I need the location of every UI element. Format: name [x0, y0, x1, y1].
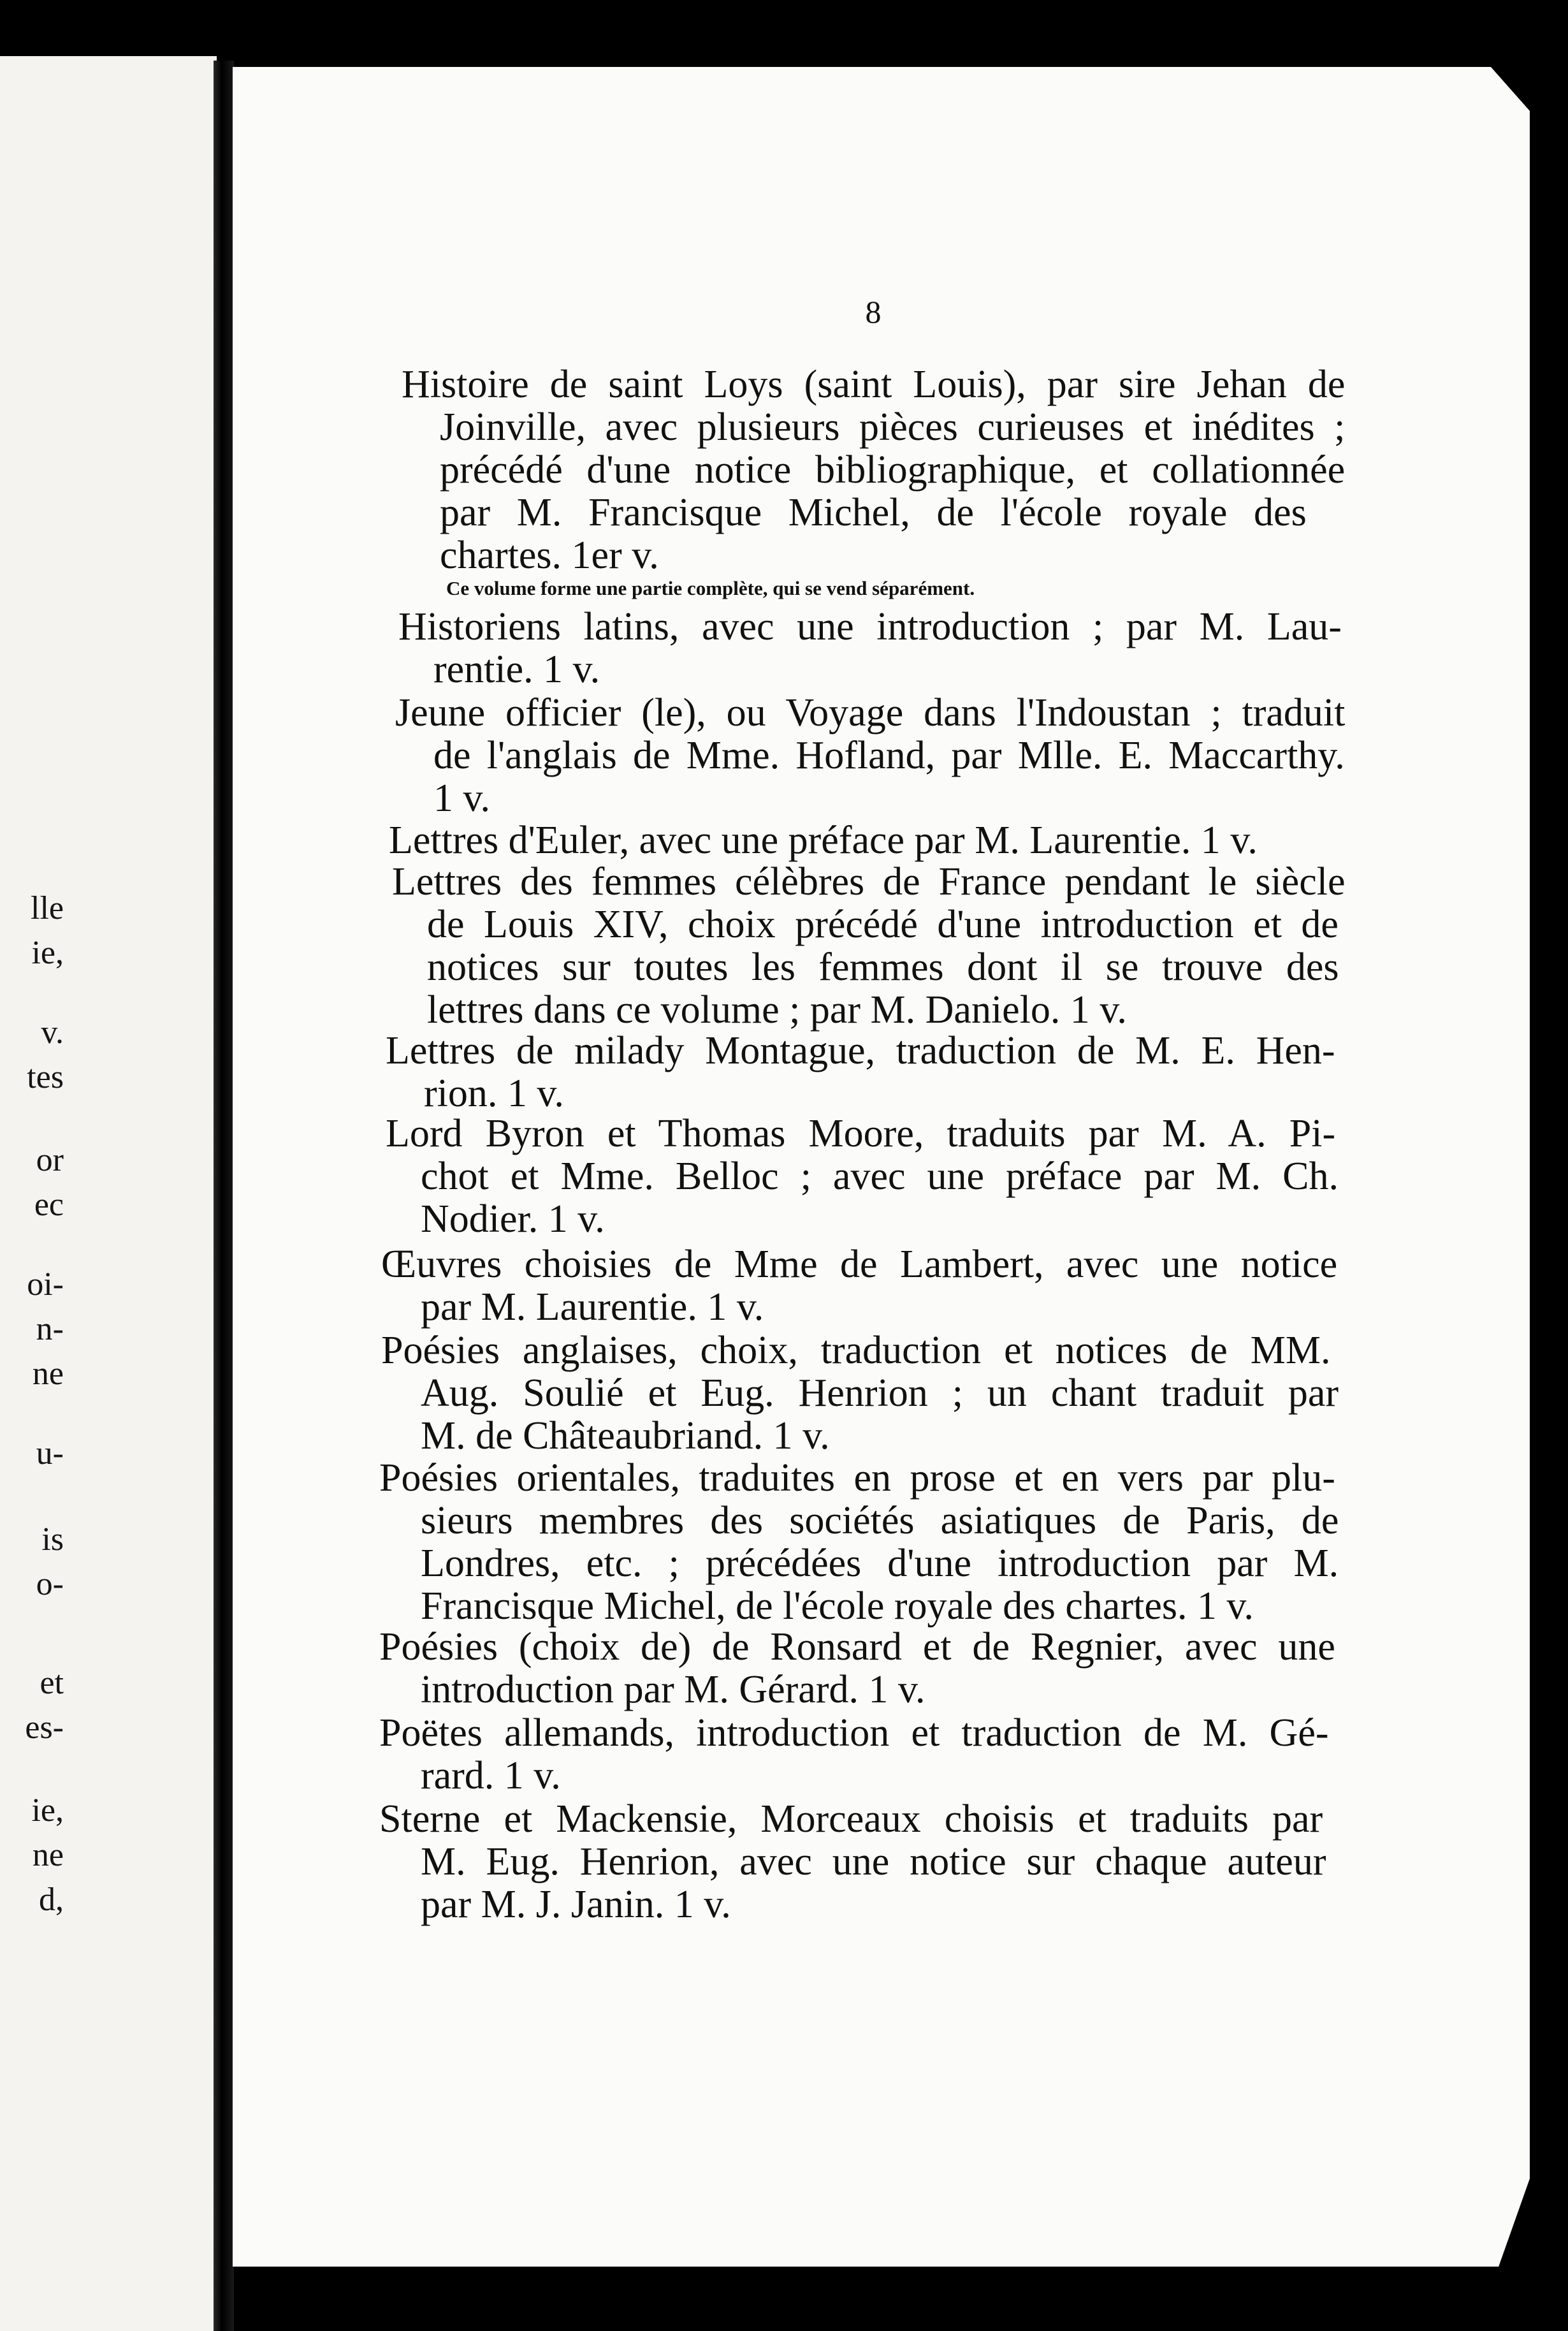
entry-continuation-line: 1 v. [433, 777, 490, 820]
previous-page-fragment: ne [32, 1355, 64, 1392]
entry-continuation-line: précédé d'une notice bibliographique, et collationnée [440, 448, 1346, 492]
entry-note: Ce volume forme une partie complète, qui se vend séparément. [446, 577, 975, 599]
entry-continuation-line: sieurs membres des sociétés asiatiques de Paris, de [421, 1499, 1339, 1542]
entry-continuation-line: par M. J. Janin. 1 v. [421, 1883, 731, 1926]
entry-title-line: Lettres de milady Montague, traduction de M. E. Hen- [386, 1029, 1335, 1072]
entry-title-line: Lord Byron et Thomas Moore, traduits par M. A. Pi- [386, 1112, 1336, 1155]
entry-title-line: Poésies (choix de) de Ronsard et de Regnier, avec une [379, 1625, 1335, 1669]
page-number: 8 [865, 294, 882, 330]
previous-page-fragment: n- [36, 1311, 64, 1347]
previous-page-fragment: ec [34, 1187, 64, 1223]
entry-title-line: Historiens latins, avec une introduction ; par M. Lau- [398, 605, 1342, 648]
previous-page-fragment: et [40, 1665, 64, 1701]
previous-page-fragment: oi- [27, 1266, 64, 1303]
previous-page-fragment: o- [36, 1566, 64, 1602]
entry-continuation-line: Francisque Michel, de l'école royale des chartes. 1 v. [421, 1584, 1254, 1628]
previous-page-fragment: ie, [31, 935, 64, 971]
entry-title-line: Histoire de saint Loys (saint Louis), par sire Jehan de [402, 363, 1346, 406]
entry-continuation-line: Nodier. 1 v. [421, 1197, 605, 1241]
entry-continuation-line: notices sur toutes les femmes dont il se trouve des [427, 946, 1339, 989]
entry-continuation-line: Aug. Soulié et Eug. Henrion ; un chant traduit par [421, 1371, 1339, 1415]
previous-page-fragment: d, [39, 1882, 64, 1918]
entry-title-line: Lettres d'Euler, avec une préface par M. Laurentie. 1 v. [389, 819, 1258, 862]
entry-continuation-line: rentie. 1 v. [433, 648, 600, 691]
previous-page-fragment: is [41, 1521, 64, 1558]
entry-continuation-line: par M. Francisque Michel, de l'école royale des [440, 491, 1307, 534]
previous-page-fragment: lle [31, 890, 64, 926]
previous-page-fragment: u- [36, 1435, 64, 1472]
entry-continuation-line: M. Eug. Henrion, avec une notice sur chaque auteur [421, 1840, 1326, 1883]
previous-page-edge [0, 56, 217, 2331]
previous-page-fragment: or [36, 1142, 64, 1178]
entry-title-line: Jeune officier (le), ou Voyage dans l'Indoustan ; traduit [395, 691, 1346, 734]
entry-continuation-line: rion. 1 v. [424, 1072, 564, 1115]
previous-page-fragment: tes [27, 1059, 64, 1095]
entry-continuation-line: de Louis XIV, choix précédé d'une introduction et de [427, 903, 1339, 946]
previous-page-fragment: ne [32, 1837, 64, 1873]
entry-continuation-line: par M. Laurentie. 1 v. [421, 1285, 764, 1329]
entry-title-line: Poésies anglaises, choix, traduction et notices de MM. [381, 1329, 1331, 1372]
entry-continuation-line: chartes. 1er v. [440, 534, 659, 577]
entry-title-line: Sterne et Mackensie, Morceaux choisis et traduits par [379, 1797, 1323, 1841]
entry-continuation-line: de l'anglais de Mme. Hofland, par Mlle. E. Maccarthy. [433, 734, 1345, 777]
entry-title-line: Poésies orientales, traduites en prose et en vers par plu- [379, 1456, 1335, 1500]
entry-title-line: Poëtes allemands, introduction et traduction de M. Gé- [379, 1711, 1329, 1755]
entry-continuation-line: Londres, etc. ; précédées d'une introduction par M. [421, 1542, 1339, 1585]
entry-continuation-line: M. de Châteaubriand. 1 v. [421, 1414, 830, 1458]
entry-continuation-line: rard. 1 v. [421, 1754, 561, 1797]
previous-page-fragment: v. [41, 1014, 64, 1051]
entry-title-line: Œuvres choisies de Mme de Lambert, avec une notice [381, 1243, 1338, 1286]
entry-title-line: Lettres des femmes célèbres de France pendant le siècle [392, 860, 1346, 903]
previous-page-fragment: es- [25, 1709, 64, 1746]
entry-continuation-line: lettres dans ce volume ; par M. Danielo. 1 v. [427, 988, 1127, 1032]
entry-continuation-line: Joinville, avec plusieurs pièces curieuses et inédites ; [440, 406, 1346, 449]
book-gutter [214, 61, 234, 2331]
entry-continuation-line: chot et Mme. Belloc ; avec une préface par M. Ch. [421, 1155, 1339, 1198]
entry-continuation-line: introduction par M. Gérard. 1 v. [421, 1668, 926, 1711]
previous-page-fragment: ie, [31, 1792, 64, 1829]
